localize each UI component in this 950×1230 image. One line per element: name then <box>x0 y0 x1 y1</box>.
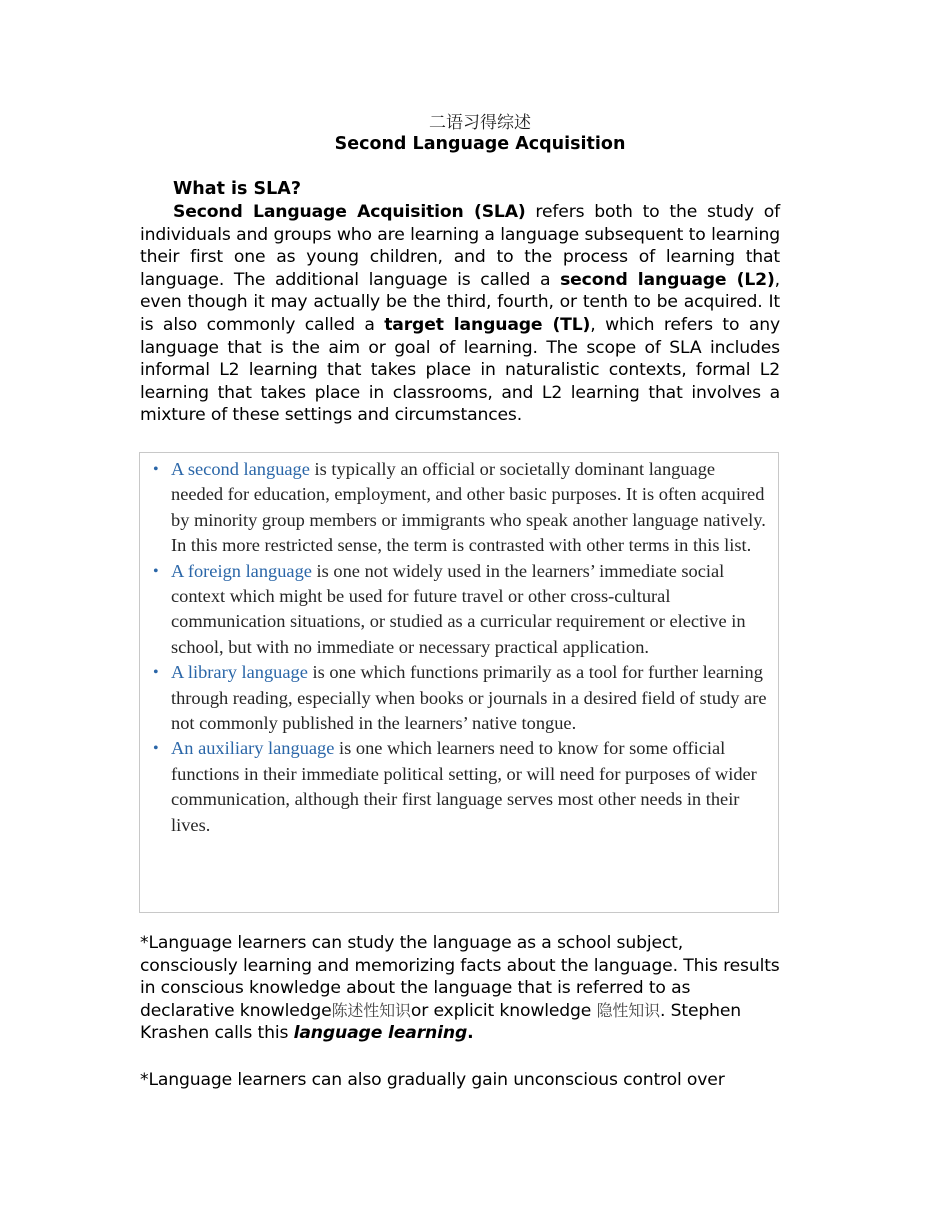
definition-term: A library language <box>171 662 308 683</box>
bullet-icon: • <box>153 664 159 682</box>
document-title: Second Language Acquisition <box>334 134 626 154</box>
definition-text: is one not widely used in the learners’ immediate social context which might be used for future travel or other cross-cultural communication situations, or studied as a curricular requirement or elective in school, but with no immediate or necessary practical application. <box>171 560 746 657</box>
definitions-list <box>140 453 778 838</box>
definition-text: is one which functions primarily as a tool for further learning through reading, especially when books or journals in a desired field of study are not commonly published in the learners’ native tongue. <box>171 662 767 734</box>
term-language-learning: language learning <box>293 1023 468 1044</box>
definition-item <box>140 736 778 838</box>
language-acquisition-paragraph <box>140 1069 780 1092</box>
learning-text-1: *Language learners can study the language as a school subject, consciously learning and memorizing facts about the language. This results in conscious knowledge about the language that is referred to as declarative knowledge <box>140 933 780 1021</box>
learning-text-4: . <box>467 1023 474 1044</box>
intro-text-1: refers both to the study of individuals and groups who are learning a language subsequent to learning their first one as young children, and to the process of learning that language. The additional language is called a <box>140 202 780 290</box>
definition-term: A second language <box>171 459 310 479</box>
intro-text-2: , even though it may actually be the third, fourth, or tenth to be acquired. It is also commonly called a <box>140 269 780 335</box>
definitions-box <box>139 452 779 913</box>
acquisition-text-1: *Language learners can also gradually gain unconscious control over <box>140 1070 725 1090</box>
term-sla: Second Language Acquisition (SLA) <box>173 202 526 222</box>
learning-text-3: . Stephen Krashen calls this <box>140 1000 742 1044</box>
bullet-icon: • <box>153 461 159 478</box>
definition-item <box>140 457 778 559</box>
definition-item <box>140 559 778 661</box>
term-l2: second language (L2) <box>560 269 775 290</box>
learning-text-2: or explicit knowledge <box>410 1000 597 1021</box>
intro-text-3: , which refers to any language that is the aim or goal of learning. The scope of SLA includes informal L2 learning that takes place in naturalistic contexts, formal L2 learning that takes place in classrooms, and L2 learning that involves a mixture of these settings and circumstances. <box>140 314 780 426</box>
bullet-icon: • <box>153 562 159 580</box>
definition-text: is one which learners need to know for some official functions in their immediate political setting, or will need for purposes of wider communication, although their first language serves most other needs in their lives. <box>171 738 757 835</box>
section-heading: What is SLA? <box>173 179 301 199</box>
intro-paragraph <box>140 201 780 427</box>
language-learning-paragraph <box>140 932 780 1045</box>
document-title-chinese: 二语习得综述 <box>429 113 531 133</box>
definition-item <box>140 660 778 736</box>
term-tl: target language (TL) <box>384 314 591 335</box>
declarative-knowledge-cn: 陈述性知识 <box>331 1000 411 1020</box>
definition-term: An auxiliary language <box>171 738 335 759</box>
definition-term: A foreign language <box>171 560 312 581</box>
bullet-icon: • <box>153 740 159 758</box>
definition-text: is typically an official or societally dominant language needed for education, employment, and other basic purposes. It is often acquired by minority group members or immigrants who speak another language natively. In this more restricted sense, the term is contrasted with other terms in this list. <box>171 459 766 556</box>
explicit-knowledge-cn: 隐性知识 <box>596 1000 660 1020</box>
